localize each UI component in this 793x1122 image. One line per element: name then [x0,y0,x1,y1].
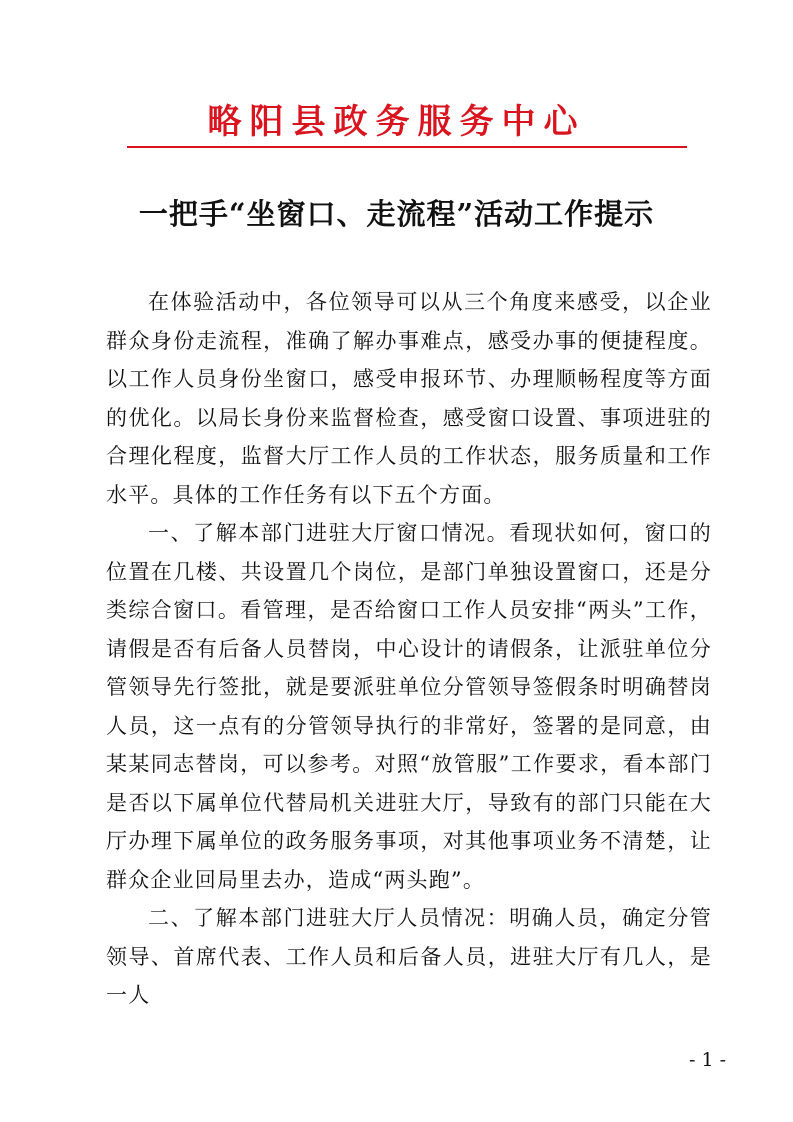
page-number: - 1 - [688,1049,726,1071]
document-title: 一把手“坐窗口、走流程”活动工作提示 [138,197,655,231]
paragraph-intro: 在体验活动中，各位领导可以从三个角度来感受，以企业群众身份走流程，准确了解办事难点，感受办事的便捷程度。以工作人员身份坐窗口，感受申报环节、办理顺畅程度等方面的优化。以局长身份来监督检查，感受窗口设置、事项进驻的合理化程度，监督大厅工作人员的工作状态，服务质量和工作水平。具体的工作任务有以下五个方面。 [106,290,712,507]
paragraph-item-1: 一、了解本部门进驻大厅窗口情况。看现状如何，窗口的位置在几楼、共设置几个岗位，是部门单独设置窗口，还是分类综合窗口。看管理，是否给窗口工作人员安排“两头”工作，请假是否有后备人员替岗，中心设计的请假条，让派驻单位分管领导先行签批，就是要派驻单位分管领导签假条时明确替岗人员，这一点有的分管领导执行的非常好，签署的是同意，由某某同志替岗，可以参考。对照“放管服”工作要求，看本部门是否以下属单位代替局机关进驻大厅，导致有的部门只能在大厅办理下属单位的政务服务事项，对其他事项业务不清楚，让群众企业回局里去办，造成“两头跑”。 [106,521,712,892]
paragraph-item-2: 二、了解本部门进驻大厅人员情况：明确人员，确定分管领导、首席代表、工作人员和后备人员，进驻大厅有几人，是一人 [106,906,712,1007]
document-body [106,283,712,1015]
letterhead-red-rule [127,146,687,148]
organization-letterhead: 略阳县政务服务中心 [207,102,586,142]
